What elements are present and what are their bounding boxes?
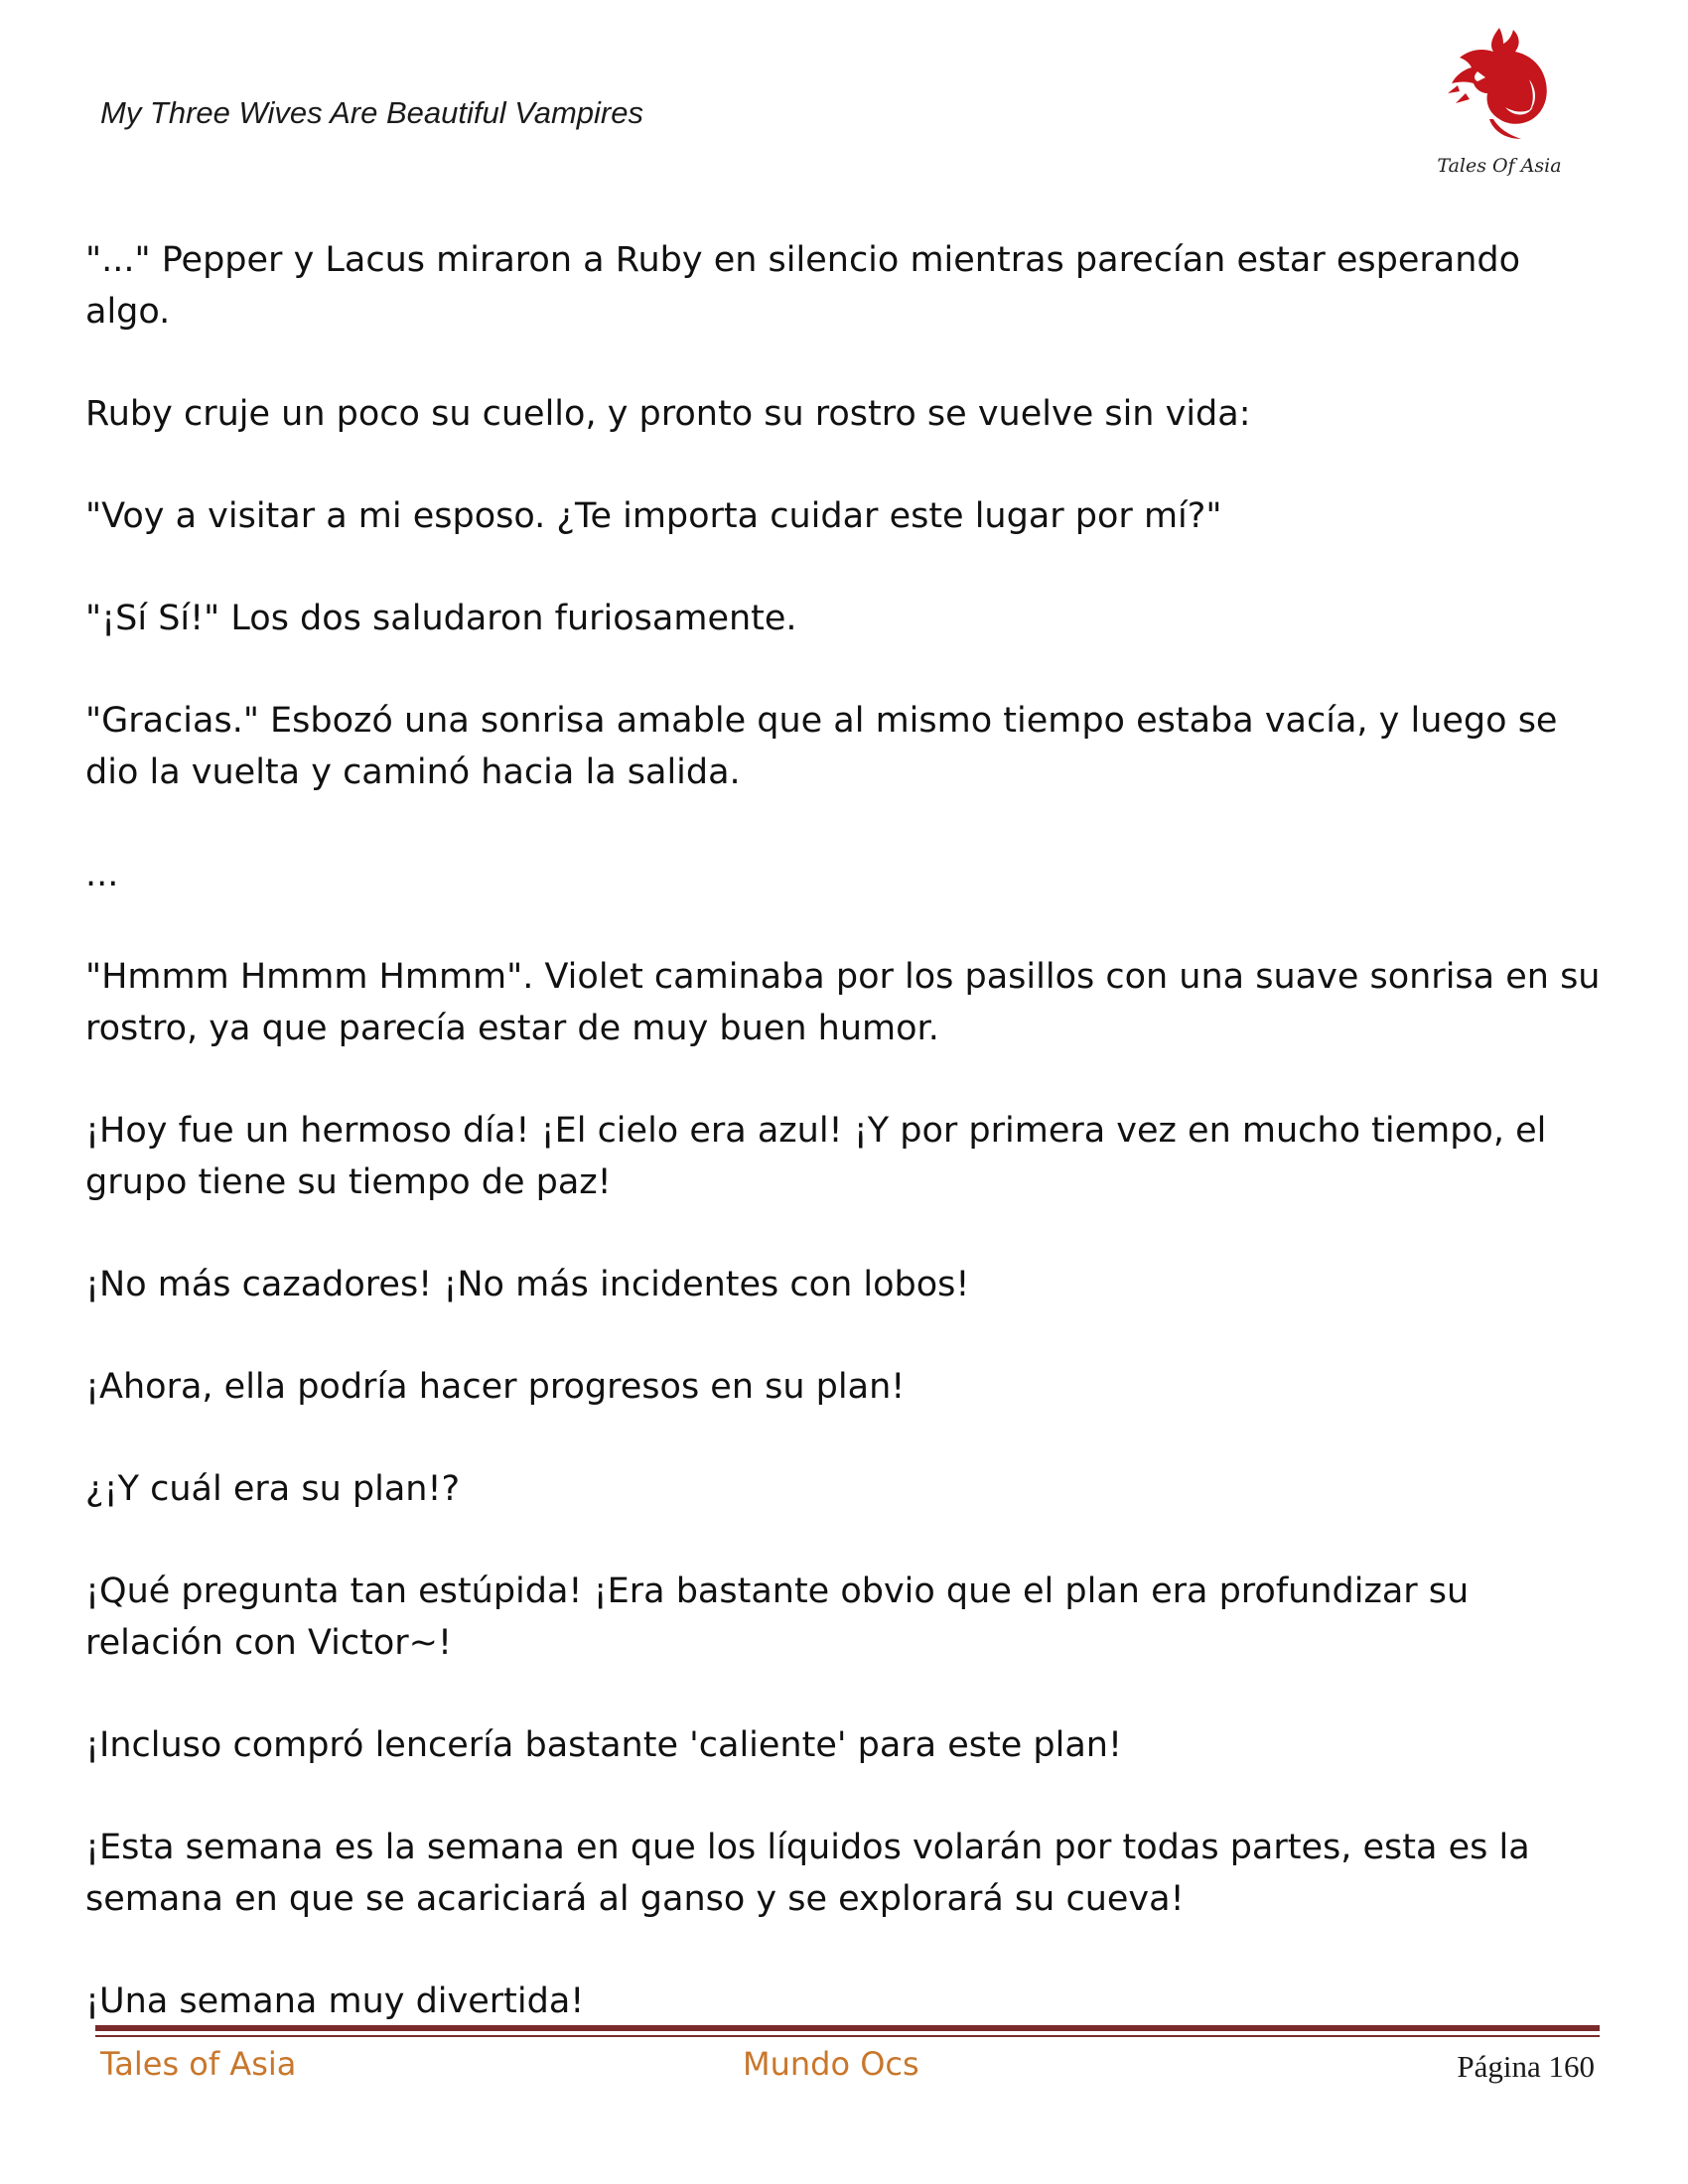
paragraph: ¡Qué pregunta tan estúpida! ¡Era bastante obvio que el plan era profundizar su relación con Victor~!: [85, 1571, 1470, 1663]
logo-text: Tales Of Asia: [1437, 155, 1562, 177]
paragraph: ¡Incluso compró lencería bastante 'caliente' para este plan!: [85, 1725, 1122, 1765]
paragraph: "¡Sí Sí!" Los dos saludaron furiosamente.: [85, 599, 797, 638]
document-header-title: My Three Wives Are Beautiful Vampires: [100, 95, 643, 130]
paragraph: ¡No más cazadores! ¡No más incidentes con lobos!: [85, 1265, 970, 1304]
scene-break: ...: [85, 855, 119, 894]
footer-site-name: Tales of Asia: [100, 2045, 297, 2083]
paragraph: ¿¡Y cuál era su plan!?: [85, 1469, 461, 1509]
paragraph: Ruby cruje un poco su cuello, y pronto su rostro se vuelve sin vida:: [85, 394, 1251, 434]
tales-of-asia-logo: [1430, 20, 1569, 179]
paragraph: ¡Ahora, ella podría hacer progresos en su plan!: [85, 1367, 906, 1407]
paragraph: ¡Una semana muy divertida!: [85, 1981, 585, 2021]
paragraph: "Voy a visitar a mi esposo. ¿Te importa cuidar este lugar por mí?": [85, 496, 1222, 536]
paragraph: "Hmmm Hmmm Hmmm". Violet caminaba por los pasillos con una suave sonrisa en su rostro, ya que parecía estar de muy buen humor.: [85, 957, 1601, 1048]
page-body: [85, 234, 1605, 2078]
paragraph: ¡Esta semana es la semana en que los líquidos volarán por todas partes, esta es la semana en que se acariciará al ganso y se explorará su cueva!: [85, 1828, 1530, 1919]
paragraph: "Gracias." Esbozó una sonrisa amable que al mismo tiempo estaba vacía, y luego se dio la vuelta y caminó hacia la salida.: [85, 701, 1558, 792]
paragraph: "..." Pepper y Lacus miraron a Ruby en silencio mientras parecían estar esperando algo.: [85, 240, 1521, 332]
paragraph: ¡Hoy fue un hermoso día! ¡El cielo era azul! ¡Y por primera vez en mucho tiempo, el grupo tiene su tiempo de paz!: [85, 1111, 1547, 1202]
footer-translator: Mundo Ocs: [743, 2045, 919, 2083]
footer-divider: [95, 2025, 1600, 2031]
red-dragon-icon: [1430, 20, 1569, 149]
page-number: Página 160: [1457, 2049, 1595, 2084]
footer-divider-thin: [95, 2035, 1600, 2037]
